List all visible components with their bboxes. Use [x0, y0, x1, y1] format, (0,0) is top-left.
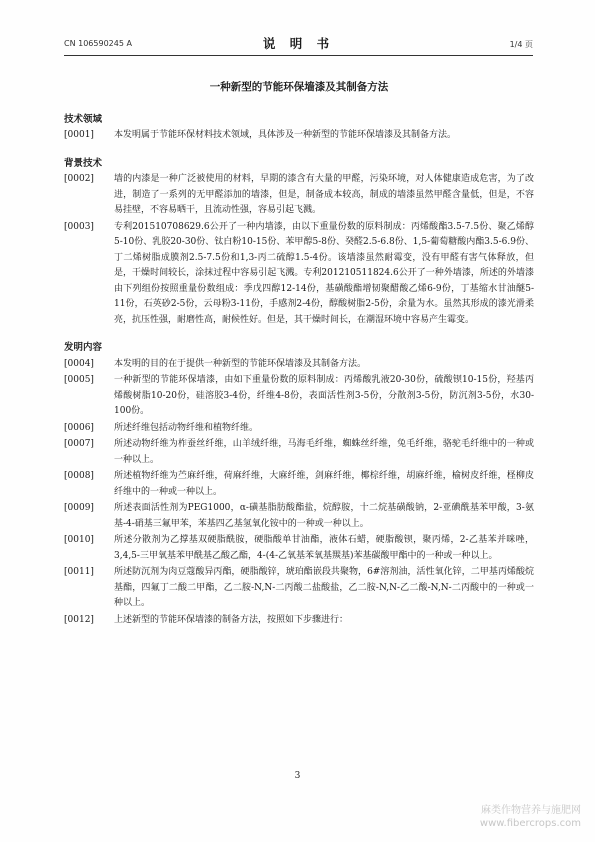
- paragraph-number: [0001]: [64, 130, 94, 140]
- paragraph-text: 所述植物纤维为苎麻纤维，荷麻纤维，大麻纤维，剑麻纤维，椰棕纤维，胡麻纤维，榆树皮纤维，柽柳皮纤维中的一种或一种以上。: [114, 471, 534, 497]
- paragraph-number: [0002]: [64, 174, 94, 184]
- page-count: 1/4 页: [509, 40, 533, 49]
- paragraph: [64, 469, 534, 500]
- paragraph-number: [0009]: [64, 503, 94, 513]
- paragraph-text: 所述分散剂为乙撑基双硬脂酰胺，硬脂酸单甘油酯，液体石蜡，硬脂酸钡，聚丙烯，2-乙基苯并咪唑，3,4,5-三甲氧基苯甲酰基乙酸乙酯，4-(4-乙氧基苯氧基羰基)苯基碳酸甲酯中的一种或一种以上。: [114, 535, 534, 561]
- paragraph: [64, 220, 534, 329]
- paragraph: [64, 501, 534, 532]
- paragraph-number: [0010]: [64, 535, 94, 545]
- section-heading: 发明内容: [64, 342, 103, 353]
- watermark: [480, 804, 581, 830]
- document-body: [64, 80, 534, 629]
- paragraph-number: [0008]: [64, 471, 94, 481]
- paragraph-text: 本发明属于节能环保材料技术领域，具体涉及一种新型的节能环保墙漆及其制备方法。: [114, 130, 457, 140]
- document-type: 说 明 书: [262, 36, 335, 51]
- paragraph: [64, 533, 534, 564]
- patent-number: CN 106590245 A: [64, 39, 132, 48]
- paragraph: [64, 421, 534, 437]
- paragraph-text: 墙的内漆是一种广泛被使用的材料，早期的漆含有大量的甲醛，污染环境，对人体健康造成危害，为了改进，制造了一系列的无甲醛添加的墙漆，但是，制备成本较高，制成的墙漆虽然甲醛含量低，但是，不容易挂壁，不容易晒干，且流动性强，容易引起飞溅。: [114, 174, 534, 215]
- section-heading: 技术领域: [64, 113, 103, 125]
- paragraph-text: 上述新型的节能环保墙漆的制备方法，按照如下步骤进行：: [114, 614, 349, 625]
- watermark-site-name: 麻类作物营养与施肥网: [481, 805, 581, 816]
- paragraph: [64, 437, 534, 468]
- watermark-url: www.fibercrops.com: [479, 818, 581, 829]
- paragraph: [64, 172, 534, 219]
- paragraph: [64, 565, 534, 612]
- paragraph-text: 所述纤维包括动物纤维和植物纤维。: [114, 422, 259, 433]
- paragraph-number: [0011]: [64, 567, 94, 577]
- paragraph-number: [0005]: [64, 375, 94, 385]
- paragraph-number: [0004]: [64, 358, 94, 369]
- paragraph: [64, 128, 534, 144]
- paragraph: [64, 357, 534, 373]
- paragraph: [64, 373, 534, 420]
- paragraph-text: 一种新型的节能环保墙漆，由如下重量份数的原料制成：丙烯酸乳液20-30份，硫酸钡10-15份，羟基丙烯酸树脂10-20份，硅溶胶3-4份，纤维4-8份，表面活性剂3-5份，分散剂3-5份，防沉剂3-5份，水30-100份。: [114, 375, 534, 416]
- paragraph-number: [0012]: [64, 614, 94, 625]
- paragraph-number: [0006]: [64, 422, 94, 433]
- header-rule: [64, 55, 533, 56]
- document-title: 一种新型的节能环保墙漆及其制备方法: [209, 81, 389, 93]
- paragraph-number: [0007]: [64, 439, 94, 449]
- paragraph-text: 专利201510708629.6公开了一种内墙漆，由以下重量份数的原料制成：丙烯酸酯3.5-7.5份、聚乙烯醇5-10份、乳胶20-30份、钛白粉10-15份、苯甲醇5-8份、癸醛2.5-6.8份、1,5-葡萄糖酸内酯3.5-6.9份、丁二烯树脂成膜剂2.5-7.5份和1,3-丙二硫醇1.5-4份。该墙漆虽然耐霉变，没有甲醛有害气体释放，但是，干燥时间较长，涂抹过程中容易引起飞溅。专利201210511824.6公开了一种外墙漆，所述的外墙漆由下列组份按照重量份数组成：季戊四醇12-14份，基磺酸酯增韧聚醋酸乙烯6-9份，丁基缩水甘油醚5-11份，石英砂2-5份，云母粉3-11份，手感剂2-4份，醇酸树脂2-5份，余量为水。虽然其形成的漆光滑柔亮，抗压性强，耐磨性高，耐候性好。但是，其干燥时间长，在潮湿环境中容易产生霉变。: [114, 221, 534, 325]
- page-header: [64, 30, 533, 52]
- paragraph-number: [0003]: [64, 221, 94, 232]
- paragraph-text: 本发明的目的在于提供一种新型的节能环保墙漆及其制备方法。: [114, 358, 367, 369]
- paragraph-text: 所述动物纤维为柞蚕丝纤维，山羊绒纤维，马海毛纤维，蜘蛛丝纤维，兔毛纤维，骆驼毛纤维中的一种或一种以上。: [114, 439, 534, 465]
- section-heading: 背景技术: [64, 157, 103, 169]
- paragraph-text: 所述防沉剂为肉豆蔻酸异丙酯，硬脂酸锌，琥珀酯嵌段共聚物，6#溶剂油，活性氧化锌，二甲基丙烯酸烷基酯，四氟丁二酸二甲酯，乙二胺-N,N-二丙酸二盐酸盐，乙二胺-N,N-乙二酸-N,N-二丙酸中的一种或一种以上。: [114, 567, 534, 608]
- sections-container: [64, 112, 534, 629]
- paragraph-text: 所述表面活性剂为PEG1000，α-磺基脂肪酸酯盐，烷醇胺，十二烷基磺酸钠，2-亚碘酰基苯甲酸，3-氨基-4-硝基三氟甲苯，苯基四乙基氢氧化铵中的一种或一种以上。: [114, 503, 534, 529]
- paragraph: [64, 613, 534, 629]
- page-number: 3: [294, 771, 301, 781]
